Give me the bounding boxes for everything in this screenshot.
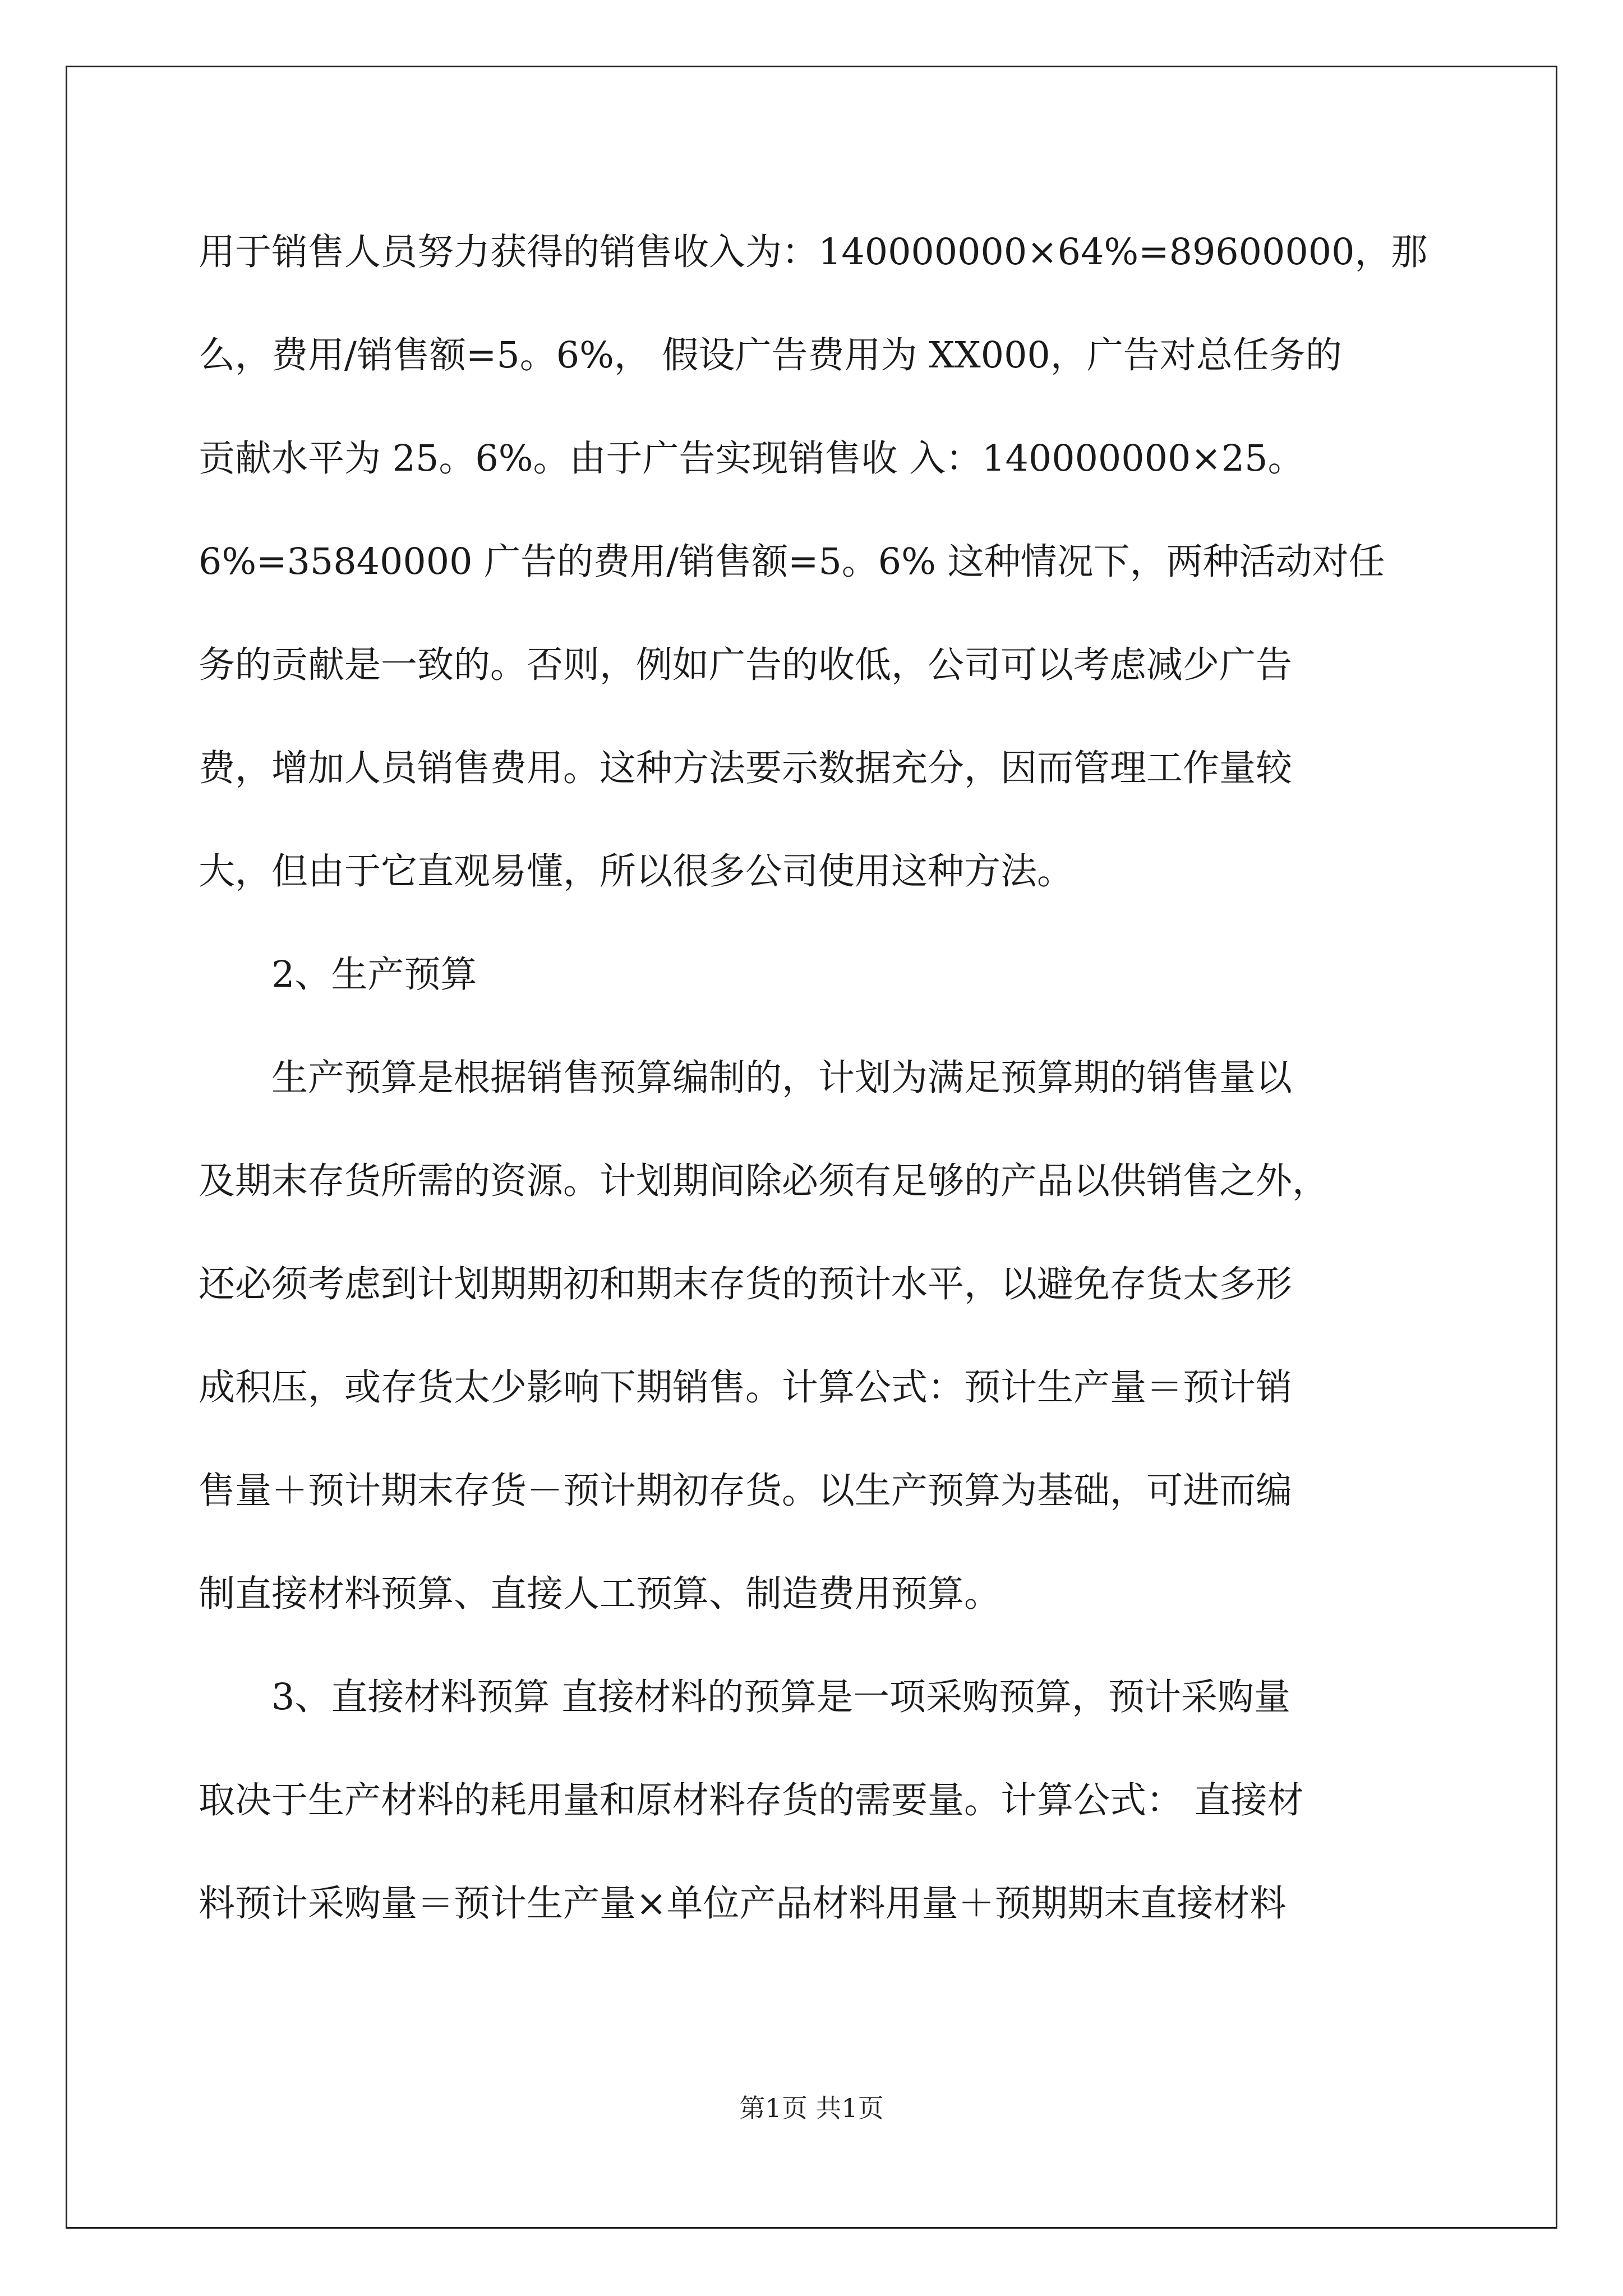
text-line: 生产预算是根据销售预算编制的，计划为满足预算期的销售量以 — [271, 1057, 1293, 1099]
text-line: 售量＋预计期末存货－预计期初存货。以生产预算为基础，可进而编 — [199, 1470, 1293, 1512]
text-line: 成积压，或存货太少影响下期销售。计算公式：预计生产量＝预计销 — [199, 1366, 1293, 1409]
page-number-footer: 第1页 共1页 — [739, 2093, 884, 2123]
text-line: 么，费用/销售额=5。6%， 假设广告费用为 XX000，广告对总任务的 — [199, 334, 1342, 376]
text-line: 费，增加人员销售费用。这种方法要示数据充分，因而管理工作量较 — [199, 747, 1293, 789]
text-line: 料预计采购量＝预计生产量×单位产品材料用量＋预期期末直接材料 — [199, 1883, 1287, 1925]
text-line: 及期末存货所需的资源。计划期间除必须有足够的产品以供销售之外， — [199, 1160, 1329, 1202]
text-line: 用于销售人员努力获得的销售收入为：140000000×64%=89600000，那 — [199, 231, 1428, 273]
section-heading: 2、生产预算 — [271, 954, 477, 996]
text-line: 3、直接材料预算 直接材料的预算是一项采购预算，预计采购量 — [271, 1676, 1291, 1718]
text-line: 贡献水平为 25。6%。由于广告实现销售收 入：140000000×25。 — [199, 438, 1304, 480]
text-line: 取决于生产材料的耗用量和原材料存货的需要量。计算公式： 直接材 — [199, 1779, 1304, 1821]
text-line: 还必须考虑到计划期期初和期末存货的预计水平，以避免存货太多形 — [199, 1263, 1293, 1305]
text-line: 制直接材料预算、直接人工预算、制造费用预算。 — [199, 1573, 1001, 1615]
text-line: 务的贡献是一致的。否则，例如广告的收低，公司可以考虑减少广告 — [199, 644, 1293, 686]
text-line: 大，但由于它直观易懂，所以很多公司使用这种方法。 — [199, 850, 1074, 892]
text-line: 6%=35840000 广告的费用/销售额=5。6% 这种情况下，两种活动对任 — [199, 541, 1385, 583]
